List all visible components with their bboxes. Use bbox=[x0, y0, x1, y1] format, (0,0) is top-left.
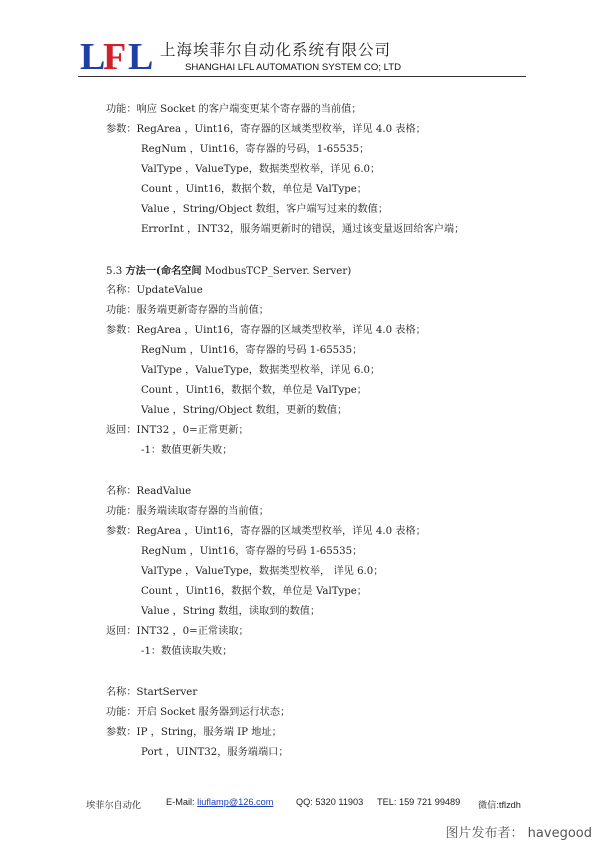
company-name-cn: 上海埃菲尔自动化系统有限公司 bbox=[160, 41, 392, 59]
text-line: 参数：RegArea ，Uint16，寄存器的区域类型枚举，详见 4.0 表格； bbox=[106, 526, 426, 537]
text-line: ValType ，ValueType，数据类型枚举，详见 6.0； bbox=[141, 365, 381, 376]
text-line: -1：数值读取失败； bbox=[141, 646, 233, 657]
svg-text:L: L bbox=[80, 36, 104, 74]
text-line: 功能：开启 Socket 服务器到运行状态； bbox=[106, 707, 291, 718]
header-divider bbox=[78, 76, 526, 77]
text-line: 功能：服务端更新寄存器的当前值； bbox=[106, 305, 269, 316]
text-line: ValType ，ValueType，数据类型枚举， 详见 6.0； bbox=[141, 566, 384, 577]
text-line: 功能：服务端读取寄存器的当前值； bbox=[106, 506, 269, 517]
svg-text:F: F bbox=[103, 36, 127, 74]
text-line: Count ，Uint16，数据个数，单位是 ValType； bbox=[141, 385, 367, 396]
footer-tel: TEL: 159 721 99489 bbox=[377, 797, 461, 807]
section-number: 5.3 bbox=[106, 266, 123, 277]
text-line: Port ，UINT32，服务端端口； bbox=[141, 747, 289, 758]
company-name-en: SHANGHAI LFL AUTOMATION SYSTEM CO; LTD bbox=[185, 62, 402, 73]
text-line: RegNum ，Uint16，寄存器的号码，1-65535； bbox=[141, 144, 370, 155]
text-line: Value ，String/Object 数组，客户端写过来的数值； bbox=[141, 204, 389, 215]
text-line: RegNum ，Uint16，寄存器的号码 1-65535； bbox=[141, 345, 363, 356]
text-line: 参数：IP ，String，服务端 IP 地址； bbox=[106, 727, 282, 738]
lfl-logo bbox=[80, 36, 155, 74]
footer-email bbox=[166, 797, 273, 807]
email-link[interactable]: liuflamp@126.com bbox=[197, 797, 274, 807]
text-line: ValType ，ValueType，数据类型枚举，详见 6.0； bbox=[141, 164, 381, 175]
text-line: 名称：UpdateValue bbox=[106, 285, 203, 296]
text-line: 返回：INT32 ，0=正常更新； bbox=[106, 425, 249, 436]
text-line: 名称：ReadValue bbox=[106, 486, 192, 497]
text-line: 参数：RegArea ，Uint16，寄存器的区域类型枚举，详见 4.0 表格； bbox=[106, 325, 426, 336]
svg-text:L: L bbox=[128, 36, 154, 74]
text-line: Count ，Uint16，数据个数，单位是 ValType； bbox=[141, 184, 367, 195]
text-line: 返回：INT32 ，0=正常读取； bbox=[106, 626, 249, 637]
text-line: Value ，String/Object 数组，更新的数值； bbox=[141, 405, 348, 416]
section-title: 方法一(命名空间 bbox=[125, 265, 202, 277]
section-namespace: ModbusTCP_Server. Server) bbox=[204, 266, 352, 277]
publisher-watermark: 图片发布者： havegood bbox=[445, 826, 592, 841]
text-line: 功能：响应 Socket 的客户端变更某个寄存器的当前值； bbox=[106, 104, 362, 115]
text-line: Count ，Uint16，数据个数，单位是 ValType； bbox=[141, 586, 367, 597]
text-line: 参数：RegArea ，Uint16，寄存器的区域类型枚举，详见 4.0 表格； bbox=[106, 124, 426, 135]
footer-company: 埃菲尔自动化 bbox=[86, 800, 142, 810]
text-line: RegNum ，Uint16，寄存器的号码 1-65535； bbox=[141, 546, 363, 557]
text-line: -1：数值更新失败； bbox=[141, 445, 233, 456]
text-line: Value ，String 数组，读取到的数值； bbox=[141, 606, 321, 617]
text-line: 名称：StartServer bbox=[106, 687, 198, 698]
section-heading bbox=[106, 264, 351, 279]
footer-wechat: 微信:tflzdh bbox=[478, 800, 521, 810]
text-line: ErrorInt ，INT32，服务端更新时的错误，通过该变量返回给客户端； bbox=[141, 224, 465, 235]
footer-qq: QQ: 5320 11903 bbox=[296, 797, 364, 807]
footer-email-label: E-Mail: bbox=[166, 797, 195, 807]
